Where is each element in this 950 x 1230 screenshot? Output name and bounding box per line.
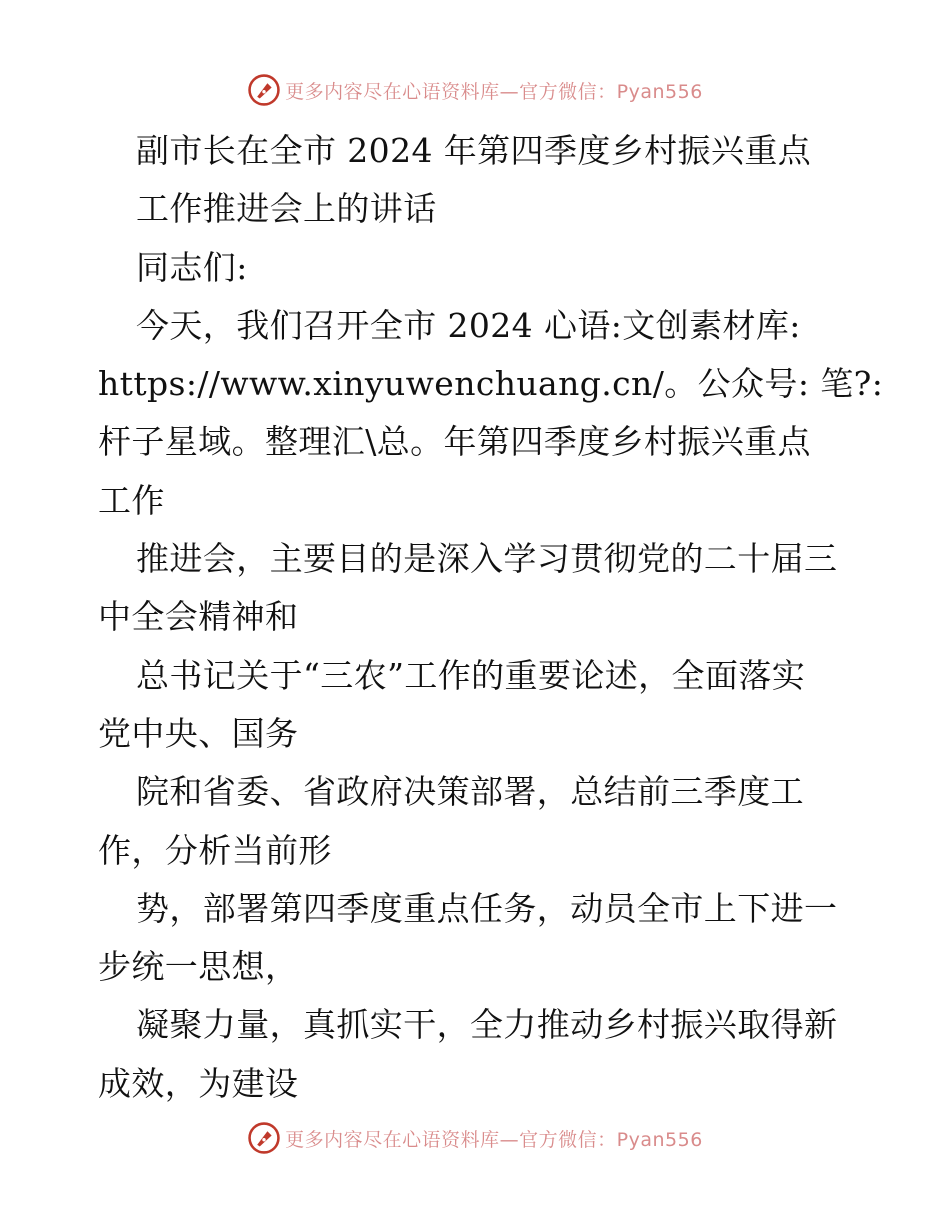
header-watermark-text: 更多内容尽在心语资料库—官方微信：Pyan556 (285, 80, 703, 103)
footer-watermark-text: 更多内容尽在心语资料库—官方微信：Pyan556 (285, 1128, 703, 1151)
paragraph-line: https://www.xinyuwenchuang.cn/。公众号: 笔?: (98, 364, 884, 404)
paragraph-line: 杆子星域。整理汇\总。年第四季度乡村振兴重点 (98, 422, 811, 462)
paragraph-line: 党中央、国务 (98, 713, 299, 753)
paragraph-line: 凝聚力量，真抓实干，全力推动乡村振兴取得新 (136, 1005, 838, 1045)
paragraph-line: 推进会，主要目的是深入学习贯彻党的二十届三 (136, 539, 838, 579)
paragraph-line: 工作 (98, 480, 165, 520)
paragraph-line: 势，部署第四季度重点任务，动员全市上下进一 (136, 888, 838, 928)
header-watermark-banner (0, 70, 950, 110)
paragraph-line: 作，分析当前形 (98, 830, 332, 870)
paragraph-line: 中全会精神和 (98, 597, 299, 637)
salutation: 同志们: (136, 247, 248, 287)
footer-watermark-banner (0, 1118, 950, 1158)
paragraph-line: 步统一思想， (98, 947, 299, 987)
paragraph-line: 院和省委、省政府决策部署，总结前三季度工 (136, 772, 804, 812)
paragraph-line: 今天，我们召开全市 2024 心语:文创素材库: (136, 305, 801, 345)
pen-nib-logo-icon (247, 73, 281, 107)
title-line-1: 副市长在全市 2024 年第四季度乡村振兴重点 (136, 131, 812, 170)
title-line-2: 工作推进会上的讲话 (136, 189, 437, 229)
paragraph-line: 总书记关于“三农”工作的重要论述，全面落实 (136, 655, 806, 695)
pen-nib-logo-icon (247, 1121, 281, 1155)
document-body (98, 122, 884, 1113)
paragraph-line: 成效，为建设 (98, 1063, 299, 1103)
